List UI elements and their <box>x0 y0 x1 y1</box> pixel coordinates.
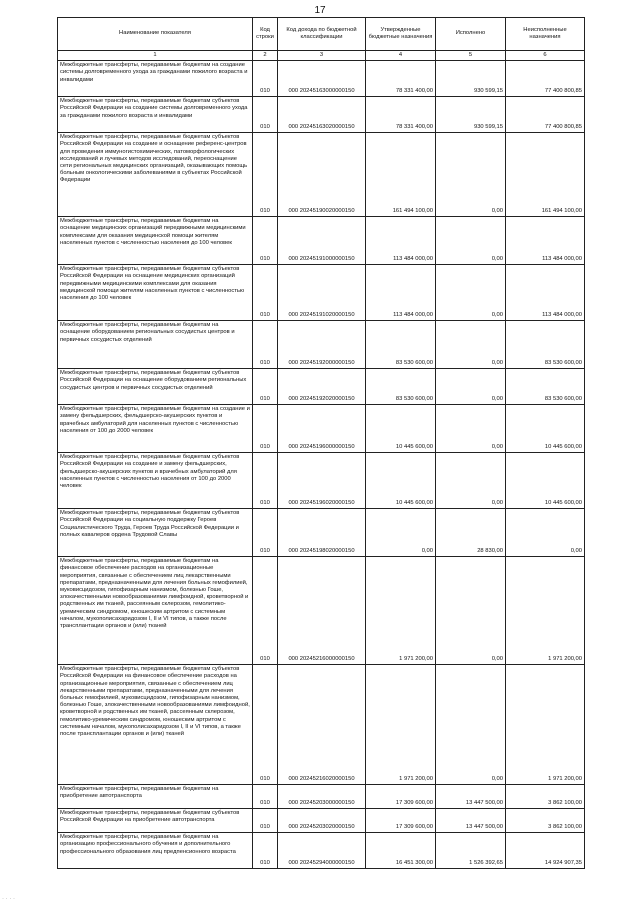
income-code-cell: 000 20245191000000150 <box>278 217 366 265</box>
unexecuted-amount-cell: 3 862 100,00 <box>506 785 585 809</box>
executed-amount-cell: 0,00 <box>436 217 506 265</box>
income-code-cell: 000 20245192020000150 <box>278 369 366 405</box>
line-code-cell: 010 <box>253 809 278 833</box>
executed-amount-cell: 0,00 <box>436 133 506 217</box>
executed-amount-cell: 0,00 <box>436 265 506 321</box>
approved-amount-cell: 17 309 600,00 <box>366 809 436 833</box>
table-row <box>58 453 585 509</box>
column-number: 2 <box>253 51 278 61</box>
executed-amount-cell: 0,00 <box>436 453 506 509</box>
table-row <box>58 217 585 265</box>
income-code-cell: 000 20245216000000150 <box>278 557 366 665</box>
income-code-cell: 000 20245203000000150 <box>278 785 366 809</box>
income-code-cell: 000 20245163000000150 <box>278 61 366 97</box>
indicator-name-cell: Межбюджетные трансферты, передаваемые бюджетам субъектов Российской Федерации на создание и оснащение референс-центров для проведения иммуногистохимических, патоморфологических исследований и лучевых методов исследований, переоснащение сети региональных медицинских организаций, оказывающих помощь больным онкологическими заболеваниями в субъектах Российской Федерации <box>58 133 253 217</box>
income-code-cell: 000 20245196020000150 <box>278 453 366 509</box>
executed-amount-cell: 930 599,15 <box>436 97 506 133</box>
column-number: 6 <box>506 51 585 61</box>
unexecuted-amount-cell: 161 494 100,00 <box>506 133 585 217</box>
unexecuted-amount-cell: 113 484 000,00 <box>506 265 585 321</box>
table-row <box>58 557 585 665</box>
indicator-name-cell: Межбюджетные трансферты, передаваемые бюджетам субъектов Российской Федерации на приобретение автотранспорта <box>58 809 253 833</box>
approved-amount-cell: 113 484 000,00 <box>366 265 436 321</box>
line-code-cell: 010 <box>253 321 278 369</box>
unexecuted-amount-cell: 83 530 600,00 <box>506 321 585 369</box>
line-code-cell: 010 <box>253 133 278 217</box>
header-unexecuted: Неисполненные назначения <box>506 18 585 51</box>
header-income-code: Код дохода по бюджетной классификации <box>278 18 366 51</box>
approved-amount-cell: 113 484 000,00 <box>366 217 436 265</box>
executed-amount-cell: 0,00 <box>436 665 506 785</box>
unexecuted-amount-cell: 10 445 600,00 <box>506 405 585 453</box>
approved-amount-cell: 0,00 <box>366 509 436 557</box>
approved-amount-cell: 16 451 300,00 <box>366 833 436 869</box>
table-row <box>58 833 585 869</box>
line-code-cell: 010 <box>253 665 278 785</box>
page-number: 17 <box>314 5 326 16</box>
income-code-cell: 000 20245203020000150 <box>278 809 366 833</box>
executed-amount-cell: 0,00 <box>436 369 506 405</box>
indicator-name-cell: Межбюджетные трансферты, передаваемые бюджетам субъектов Российской Федерации на финансовое обеспечение расходов на организационные мероприятия, связанные с обеспечением лиц лекарственными препаратами, предназначенными для лечения больных гемофилией, муковисцидозом, гипофизарным нанизмом, болезнью Гоше, злокачественными новообразованиями лимфоидной, кроветворной и родственных им тканей, рассеянным склерозом, гемолитико-уремическим синдромом, юношеским артритом с системным началом, мукополисахаридозом I, II и VI типов, а также после трансплантации органов и (или) тканей <box>58 665 253 785</box>
table-row <box>58 809 585 833</box>
table-row <box>58 265 585 321</box>
approved-amount-cell: 78 331 400,00 <box>366 97 436 133</box>
approved-amount-cell: 78 331 400,00 <box>366 61 436 97</box>
indicator-name-cell: Межбюджетные трансферты, передаваемые бюджетам субъектов Российской Федерации на социальную поддержку Героев Социалистического Труда, Героев Труда Российской Федерации и полных кавалеров ордена Трудовой Славы <box>58 509 253 557</box>
approved-amount-cell: 10 445 600,00 <box>366 453 436 509</box>
unexecuted-amount-cell: 14 924 907,35 <box>506 833 585 869</box>
executed-amount-cell: 28 830,00 <box>436 509 506 557</box>
table-row <box>58 133 585 217</box>
indicator-name-cell: Межбюджетные трансферты, передаваемые бюджетам субъектов Российской Федерации на оснащение оборудованием региональных сосудистых центров и первичных сосудистых отделений <box>58 369 253 405</box>
unexecuted-amount-cell: 10 445 600,00 <box>506 453 585 509</box>
approved-amount-cell: 1 971 200,00 <box>366 557 436 665</box>
line-code-cell: 010 <box>253 265 278 321</box>
line-code-cell: 010 <box>253 785 278 809</box>
table-row <box>58 509 585 557</box>
executed-amount-cell: 0,00 <box>436 405 506 453</box>
income-code-cell: 000 20245191020000150 <box>278 265 366 321</box>
unexecuted-amount-cell: 77 400 800,85 <box>506 61 585 97</box>
approved-amount-cell: 17 309 600,00 <box>366 785 436 809</box>
indicator-name-cell: Межбюджетные трансферты, передаваемые бюджетам на финансовое обеспечение расходов на организационные мероприятия, связанные с обеспечением лиц лекарственными препаратами, предназначенными для лечения больных гемофилией, муковисцидозом, гипофизарным нанизмом, болезнью Гоше, злокачественными новообразованиями лимфоидной, кроветворной и родственных им тканей, рассеянным склерозом, гемолитико-уремическим синдромом, юношеским артритом с системным началом, мукополисахаридозом I, II и VI типов, а также после трансплантации органов и (или) тканей <box>58 557 253 665</box>
approved-amount-cell: 83 530 600,00 <box>366 321 436 369</box>
header-line-code: Код строки <box>253 18 278 51</box>
executed-amount-cell: 13 447 500,00 <box>436 785 506 809</box>
income-code-cell: 000 20245196000000150 <box>278 405 366 453</box>
indicator-name-cell: Межбюджетные трансферты, передаваемые бюджетам субъектов Российской Федерации на создание и замену фельдшерских, фельдшерско-акушерских пунктов и врачебных амбулаторий для населенных пунктов с численностью населения от 100 до 2000 человек <box>58 453 253 509</box>
unexecuted-amount-cell: 77 400 800,85 <box>506 97 585 133</box>
approved-amount-cell: 10 445 600,00 <box>366 405 436 453</box>
income-code-cell: 000 20245294000000150 <box>278 833 366 869</box>
line-code-cell: 010 <box>253 61 278 97</box>
line-code-cell: 010 <box>253 453 278 509</box>
column-number: 4 <box>366 51 436 61</box>
unexecuted-amount-cell: 113 484 000,00 <box>506 217 585 265</box>
indicator-name-cell: Межбюджетные трансферты, передаваемые бюджетам на оснащение медицинских организаций передвижными медицинскими комплексами для оказания медицинской помощи жителям населенных пунктов с численностью населения до 100 человек <box>58 217 253 265</box>
line-code-cell: 010 <box>253 509 278 557</box>
unexecuted-amount-cell: 0,00 <box>506 509 585 557</box>
indicator-name-cell: Межбюджетные трансферты, передаваемые бюджетам субъектов Российской Федерации на создание системы долговременного ухода за гражданами пожилого возраста и инвалидами <box>58 97 253 133</box>
table-row <box>58 97 585 133</box>
executed-amount-cell: 0,00 <box>436 557 506 665</box>
income-code-cell: 000 20245216020000150 <box>278 665 366 785</box>
income-code-cell: 000 20245198020000150 <box>278 509 366 557</box>
scan-edge-mark: · · · · <box>2 896 15 902</box>
executed-amount-cell: 0,00 <box>436 321 506 369</box>
table-row <box>58 321 585 369</box>
unexecuted-amount-cell: 3 862 100,00 <box>506 809 585 833</box>
indicator-name-cell: Межбюджетные трансферты, передаваемые бюджетам на приобретение автотранспорта <box>58 785 253 809</box>
approved-amount-cell: 1 971 200,00 <box>366 665 436 785</box>
approved-amount-cell: 161 494 100,00 <box>366 133 436 217</box>
indicator-name-cell: Межбюджетные трансферты, передаваемые бюджетам на оснащение оборудованием региональных сосудистых центров и первичных сосудистых отделений <box>58 321 253 369</box>
indicator-name-cell: Межбюджетные трансферты, передаваемые бюджетам на создание системы долговременного ухода за гражданами пожилого возраста и инвалидами <box>58 61 253 97</box>
unexecuted-amount-cell: 1 971 200,00 <box>506 665 585 785</box>
table-header-row <box>58 18 585 51</box>
line-code-cell: 010 <box>253 557 278 665</box>
line-code-cell: 010 <box>253 217 278 265</box>
executed-amount-cell: 930 599,15 <box>436 61 506 97</box>
table-body <box>58 61 585 869</box>
column-number: 1 <box>58 51 253 61</box>
column-number-row <box>58 51 585 61</box>
income-code-cell: 000 20245163020000150 <box>278 97 366 133</box>
header-executed: Исполнено <box>436 18 506 51</box>
line-code-cell: 010 <box>253 97 278 133</box>
column-number: 3 <box>278 51 366 61</box>
table-row <box>58 369 585 405</box>
indicator-name-cell: Межбюджетные трансферты, передаваемые бюджетам субъектов Российской Федерации на оснащение медицинских организаций передвижными медицинскими комплексами для оказания медицинской помощи жителям населенных пунктов с численностью населения до 100 человек <box>58 265 253 321</box>
header-approved: Утвержденные бюджетные назначения <box>366 18 436 51</box>
line-code-cell: 010 <box>253 369 278 405</box>
line-code-cell: 010 <box>253 833 278 869</box>
income-code-cell: 000 20245192000000150 <box>278 321 366 369</box>
executed-amount-cell: 1 526 392,65 <box>436 833 506 869</box>
unexecuted-amount-cell: 83 530 600,00 <box>506 369 585 405</box>
income-code-cell: 000 20245190020000150 <box>278 133 366 217</box>
budget-execution-table <box>57 17 585 869</box>
line-code-cell: 010 <box>253 405 278 453</box>
header-indicator-name: Наименование показателя <box>58 18 253 51</box>
table-row <box>58 785 585 809</box>
approved-amount-cell: 83 530 600,00 <box>366 369 436 405</box>
table-row <box>58 405 585 453</box>
table-row <box>58 665 585 785</box>
column-number: 5 <box>436 51 506 61</box>
table-row <box>58 61 585 97</box>
unexecuted-amount-cell: 1 971 200,00 <box>506 557 585 665</box>
executed-amount-cell: 13 447 500,00 <box>436 809 506 833</box>
indicator-name-cell: Межбюджетные трансферты, передаваемые бюджетам на организацию профессионального обучения и дополнительного профессионального образования лиц предпенсионного возраста <box>58 833 253 869</box>
indicator-name-cell: Межбюджетные трансферты, передаваемые бюджетам на создание и замену фельдшерских, фельдшерско-акушерских пунктов и врачебных амбулаторий для населенных пунктов с численностью населения от 100 до 2000 человек <box>58 405 253 453</box>
